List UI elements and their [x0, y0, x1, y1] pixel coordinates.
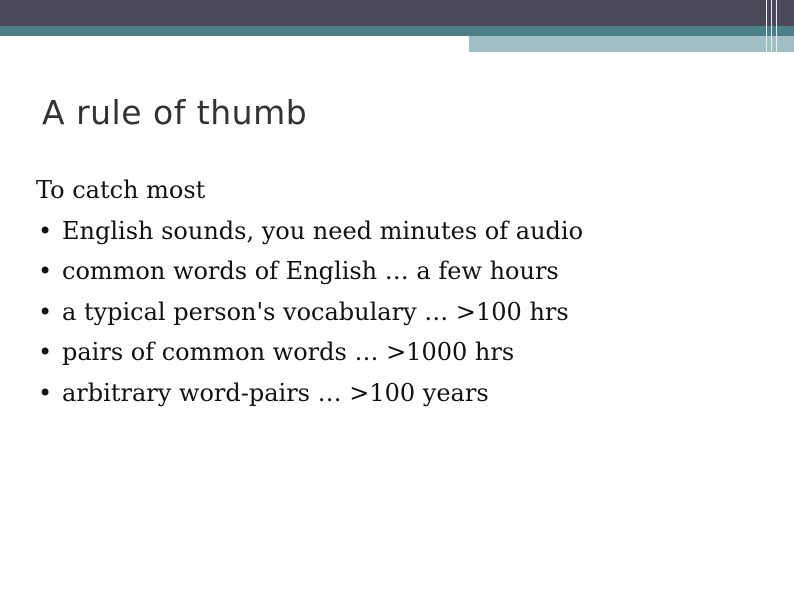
bullet-icon: •	[38, 297, 53, 326]
bullet-text: a typical person's vocabulary … >100 hrs	[62, 297, 569, 326]
bullet-icon: •	[38, 378, 53, 407]
bullet-icon: •	[38, 257, 53, 285]
bullet-item	[36, 251, 776, 292]
bullet-text: pairs of common words … >1000 hrs	[62, 338, 515, 366]
bullet-icon: •	[38, 216, 53, 245]
bullet-item	[36, 332, 776, 373]
bullet-text: English sounds, you need minutes of audio	[62, 216, 584, 245]
vertical-line	[776, 0, 777, 52]
vertical-line	[766, 0, 767, 52]
bullet-icon: •	[38, 338, 53, 366]
header-teal-bar	[0, 26, 794, 36]
header-vertical-lines	[764, 0, 784, 52]
header-divider	[0, 36, 469, 39]
bullet-item	[36, 292, 776, 333]
bullet-text: arbitrary word-pairs … >100 years	[62, 378, 489, 407]
bullet-item	[36, 373, 776, 414]
bullet-list	[36, 211, 776, 414]
bullet-item	[36, 211, 776, 252]
slide-body	[36, 170, 776, 413]
lead-text: To catch most	[36, 176, 206, 204]
header-dark-bar	[0, 0, 794, 26]
vertical-line	[771, 0, 772, 52]
header-light-bar	[469, 36, 794, 52]
bullet-text: common words of English … a few hours	[62, 257, 559, 285]
slide-title: A rule of thumb	[42, 93, 308, 132]
